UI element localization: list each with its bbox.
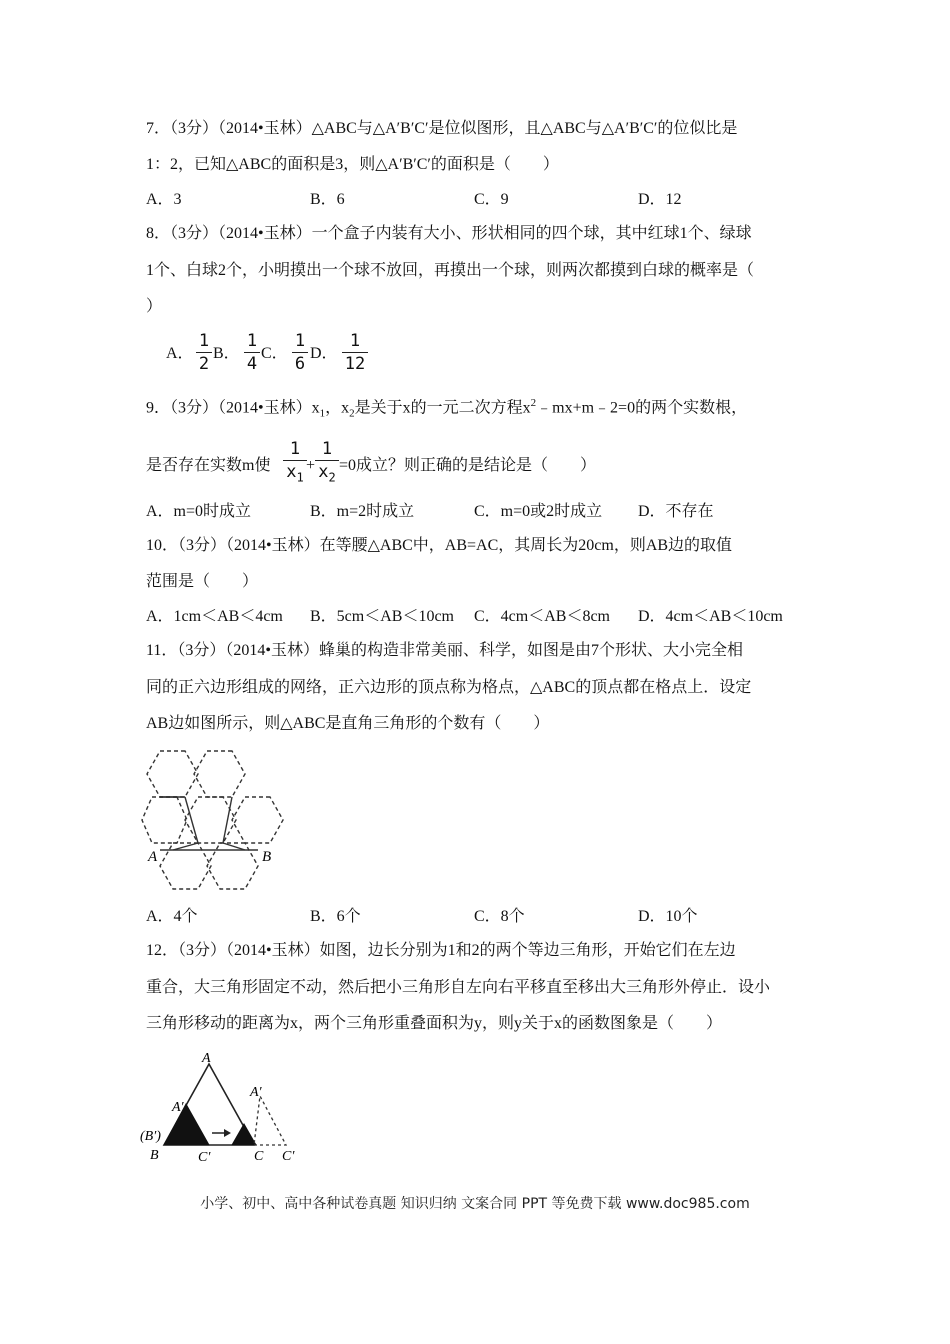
q9-option-d: D．不存在 [638, 503, 714, 520]
fraction-denominator [286, 462, 304, 485]
q11-line2: 同的正六边形组成的网络，正六边形的顶点称为格点，△ABC的顶点都在格点上．设定 [146, 679, 752, 696]
q11-line3: AB边如图所示，则△ABC是直角三角形的个数有（ ） [146, 715, 550, 732]
fraction-subscript: 2 [328, 470, 336, 485]
fraction-denominator: 12 [344, 354, 366, 374]
label-b: B [150, 1148, 159, 1163]
q9-superscript: 2 [530, 397, 537, 409]
q12-line1: 12．（3分）（2014•玉林）如图，边长分别为1和2的两个等边三角形，开始它们在左边 [146, 942, 736, 959]
q11-option-c: C．8个 [474, 908, 525, 925]
q9-subscript-1: 1 [319, 407, 326, 420]
hexagon-mid-center [185, 797, 236, 843]
fraction-numerator: 1 [321, 439, 333, 459]
q11-line1: 11．（3分）（2014•玉林）蜂巢的构造非常美丽、科学，如图是由7个形状、大小完全相 [146, 642, 744, 659]
fraction-numerator: 1 [198, 331, 210, 351]
q8-option-a-fraction [196, 331, 212, 374]
q10-line1: 10．（3分）（2014•玉林）在等腰△ABC中，AB=AC，其周长为20cm，则AB边的取值 [146, 537, 733, 554]
q9-text-end: ﹣mx+m﹣2=0的两个实数根， [536, 399, 748, 417]
fraction-denominator: 4 [246, 354, 258, 374]
q8-option-b-label: B． [213, 345, 240, 362]
q10-option-d: D．4cm＜AB＜10cm [638, 608, 783, 625]
fraction-bar [283, 460, 307, 461]
q7-line1: 7．（3分）（2014•玉林）△ABC与△A′B′C′是位似图形，且△ABC与△A′B′C′的位似比是 [146, 120, 738, 137]
honeycomb-solid-edge [173, 843, 198, 850]
q8-option-a-label: A． [166, 345, 194, 362]
q8-option-c-label: C． [261, 345, 288, 362]
vertex-label-a: A [148, 849, 158, 865]
q9-plus: + [306, 457, 316, 474]
fraction-numerator: 1 [289, 439, 301, 459]
q9-option-a: A．m=0时成立 [146, 503, 252, 520]
q11-option-a: A．4个 [146, 908, 198, 925]
honeycomb-figure [136, 748, 296, 894]
fraction-bar [292, 352, 308, 353]
q8-line3: ） [146, 298, 163, 315]
q11-option-b: B．6个 [310, 908, 361, 925]
q10-option-a: A．1cm＜AB＜4cm [146, 608, 283, 625]
q12-line3: 三角形移动的距离为x，两个三角形重叠面积为y，则y关于x的函数图象是（ ） [146, 1015, 723, 1032]
small-triangle-final [254, 1096, 286, 1145]
fraction-bar [244, 352, 260, 353]
small-triangle-middle [232, 1124, 256, 1145]
honeycomb-solid-edge [223, 843, 245, 850]
label-a-prime-2: A′ [250, 1085, 262, 1100]
q11-option-d: D．10个 [638, 908, 698, 925]
fraction-denominator [318, 462, 336, 485]
q10-option-b: B．5cm＜AB＜10cm [310, 608, 454, 625]
q10-option-c: C．4cm＜AB＜8cm [474, 608, 610, 625]
q7-option-d: D．12 [638, 191, 682, 208]
q9-option-b: B．m=2时成立 [310, 503, 415, 520]
fraction-denominator: 2 [198, 354, 210, 374]
arrow-head-icon [224, 1129, 231, 1137]
q9-subscript-2: 2 [349, 407, 355, 420]
hexagon-top-left [147, 751, 198, 797]
fraction-denominator: 6 [294, 354, 306, 374]
q9-line1 [146, 392, 747, 425]
q8-option-b-fraction [244, 331, 260, 374]
q9-line2-pre: 是否存在实数m使 [146, 457, 271, 474]
hexagon-mid-right [232, 797, 283, 843]
small-triangle-start [164, 1104, 209, 1145]
triangle-translation-figure [136, 1048, 316, 1166]
fraction-bar [315, 460, 339, 461]
fraction-numerator: 1 [294, 331, 306, 351]
fraction-numerator: 1 [349, 331, 361, 351]
q7-option-c: C．9 [474, 191, 509, 208]
label-c-prime-2: C′ [282, 1149, 295, 1164]
q9-text-comma: ，x [325, 399, 350, 417]
fraction-variable: x [286, 462, 297, 482]
fraction-bar [342, 352, 368, 353]
fraction-bar [196, 352, 212, 353]
label-c: C [254, 1149, 264, 1164]
hexagon-top-right [194, 751, 245, 797]
label-a: A [202, 1051, 211, 1066]
q8-line2: 1个、白球2个，小明摸出一个球不放回，再摸出一个球，则两次都摸到白球的概率是（ [146, 262, 755, 279]
vertex-label-b: B [262, 849, 272, 865]
q9-fraction-2 [315, 439, 339, 487]
q10-line2: 范围是（ ） [146, 573, 259, 590]
q8-option-d-label: D． [310, 345, 338, 362]
q9-text-start: 9．（3分）（2014•玉林）x [146, 399, 320, 417]
q9-fraction-1 [283, 439, 307, 487]
q8-option-c-fraction [292, 331, 308, 374]
q12-line2: 重合，大三角形固定不动，然后把小三角形自左向右平移直至移出大三角形外停止．设小 [146, 979, 771, 996]
q9-line2-post: =0成立？则正确的是结论是（ ） [339, 457, 597, 474]
label-a-prime-1: A′ [172, 1100, 184, 1115]
q7-line2: 1：2，已知△ABC的面积是3，则△A′B′C′的面积是（ ） [146, 156, 559, 173]
q7-option-a: A．3 [146, 191, 182, 208]
q8-option-d-fraction [342, 331, 368, 374]
q9-text-mid: 是关于x的一元二次方程x [354, 399, 531, 417]
q8-line1: 8．（3分）（2014•玉林）一个盒子内装有大小、形状相同的四个球，其中红球1个、绿球 [146, 225, 752, 242]
fraction-subscript: 1 [296, 470, 304, 485]
q7-option-b: B．6 [310, 191, 345, 208]
page-footer: 小学、初中、高中各种试卷真题 知识归纳 文案合同 PPT 等免费下载 www.doc985.com [200, 1196, 750, 1212]
fraction-variable: x [318, 462, 329, 482]
fraction-numerator: 1 [246, 331, 258, 351]
hexagon-mid-left [142, 797, 187, 843]
q9-option-c: C．m=0或2时成立 [474, 503, 603, 520]
label-c-prime-1: C′ [198, 1150, 211, 1165]
label-b-prime: (B′) [140, 1129, 161, 1144]
honeycomb-solid-edge [185, 797, 198, 843]
